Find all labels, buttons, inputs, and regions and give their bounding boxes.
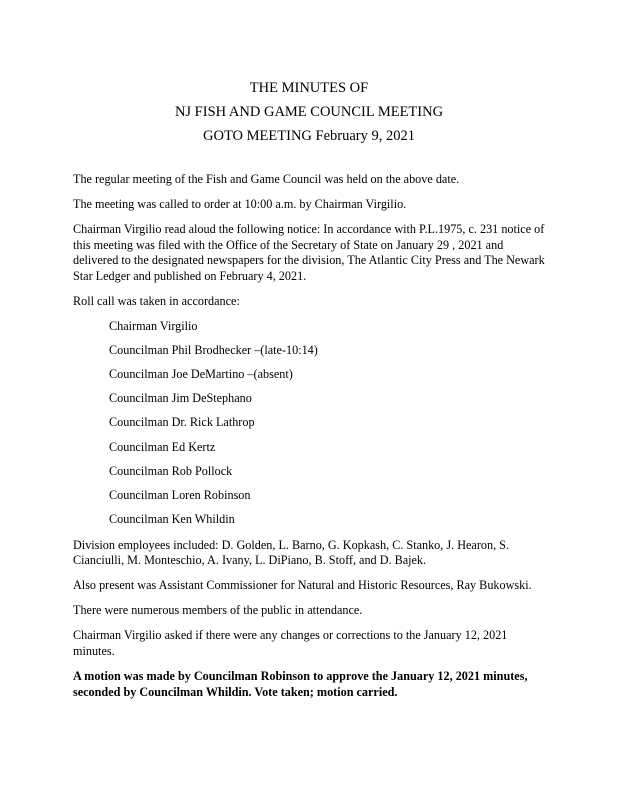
- paragraph-meeting-held: The regular meeting of the Fish and Game Council was held on the above date.: [73, 172, 460, 186]
- paragraph-motion: A motion was made by Councilman Robinson to approve the January 12, 2021 minutes, seconded by Councilman Whildin. Vote taken; motion carried.: [73, 668, 528, 699]
- roll-call-item: Councilman Rob Pollock: [109, 463, 233, 478]
- roll-call-list: [73, 319, 548, 528]
- roll-call-item: Councilman Dr. Rick Lathrop: [109, 415, 255, 430]
- paragraph-changes-corrections: Chairman Virgilio asked if there were any changes or corrections to the January 12, 2021 minutes.: [73, 628, 508, 658]
- roll-call-item: Councilman Joe DeMartino –(absent): [109, 367, 293, 382]
- roll-call-item: Councilman Ed Kertz: [109, 439, 216, 454]
- roll-call-item: Councilman Phil Brodhecker –(late-10:14): [109, 342, 318, 357]
- roll-call-item: Chairman Virgilio: [109, 318, 198, 333]
- document-title: [0, 76, 618, 148]
- title-line-3: GOTO MEETING February 9, 2021: [203, 128, 415, 144]
- roll-call-item: Councilman Ken Whildin: [109, 512, 235, 527]
- title-line-2: NJ FISH AND GAME COUNCIL MEETING: [174, 104, 444, 120]
- roll-call-item: Councilman Loren Robinson: [109, 488, 251, 503]
- roll-call-item: Councilman Jim DeStephano: [109, 391, 252, 406]
- paragraph-roll-call-intro: Roll call was taken in accordance:: [73, 293, 240, 308]
- title-line-1: THE MINUTES OF: [249, 80, 369, 96]
- document-body: [73, 172, 548, 710]
- paragraph-public-attendance: There were numerous members of the public in attendance.: [73, 603, 363, 618]
- paragraph-also-present: Also present was Assistant Commissioner for Natural and Historic Resources, Ray Bukowski.: [73, 578, 532, 593]
- paragraph-notice: Chairman Virgilio read aloud the following notice: In accordance with P.L.1975, c. 231 notice of this meeting was filed with the Office of the Secretary of State on January 29 , 2021 and delivered to the designated newspapers for the division, The Atlantic City Press and The Newark Star Ledger and published on February 4, 2021.: [73, 221, 545, 283]
- paragraph-division-employees: Division employees included: D. Golden, L. Barno, G. Kopkash, C. Stanko, J. Hearon, S. Cianciulli, M. Monteschio, A. Ivany, L. DiPiano, B. Stoff, and D. Bajek.: [73, 537, 509, 568]
- paragraph-called-to-order: The meeting was called to order at 10:00 a.m. by Chairman Virgilio.: [73, 196, 407, 211]
